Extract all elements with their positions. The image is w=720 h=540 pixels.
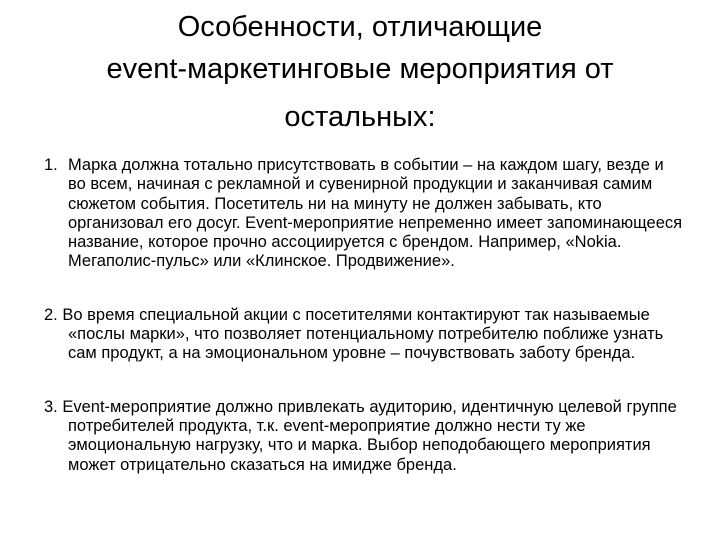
title-line-1: Особенности, отличающие [177,11,543,43]
list-item-text: Марка должна тотально присутствовать в событии – на каждом шагу, везде и во всем, начиная с рекламной и сувенирной продукции и заканчивая самим сюжетом события. Посетитель ни на минуту не должен забывать, кто организовал его досуг. Event-мероприятие непременно имеет запоминающееся название, которое прочно ассоциируется с брендом. Например, «Nokia. Мегаполис-пульс» или «Клинское. Продвижение». [68,156,683,271]
list-item-number: 1. [44,156,58,174]
list-item-number: 2. [44,305,63,324]
title-line-2: event-маркетинговые мероприятия от [106,53,614,85]
list-item-3 [44,398,684,475]
slide-title [40,6,680,138]
list-item-1 [44,156,684,272]
list-item-2 [44,306,684,364]
list-item-number: 3. [44,397,63,416]
title-line-3: остальных: [284,101,436,133]
list-item-text: Во время специальной акции с посетителями контактируют так называемые «послы марки», что позволяет потенциальному потребителю поближе узнать сам продукт, а на эмоциональном уровне – почувствовать заботу бренда. [62,305,664,363]
list-item-text: Event-мероприятие должно привлекать аудиторию, идентичную целевой группе потребителей продукта, т.к. event-мероприятие должно нести ту же эмоциональную нагрузку, что и марка. Выбор неподобающего мероприятия может отрицательно сказаться на имидже бренда. [62,397,677,474]
slide-body [44,156,684,509]
